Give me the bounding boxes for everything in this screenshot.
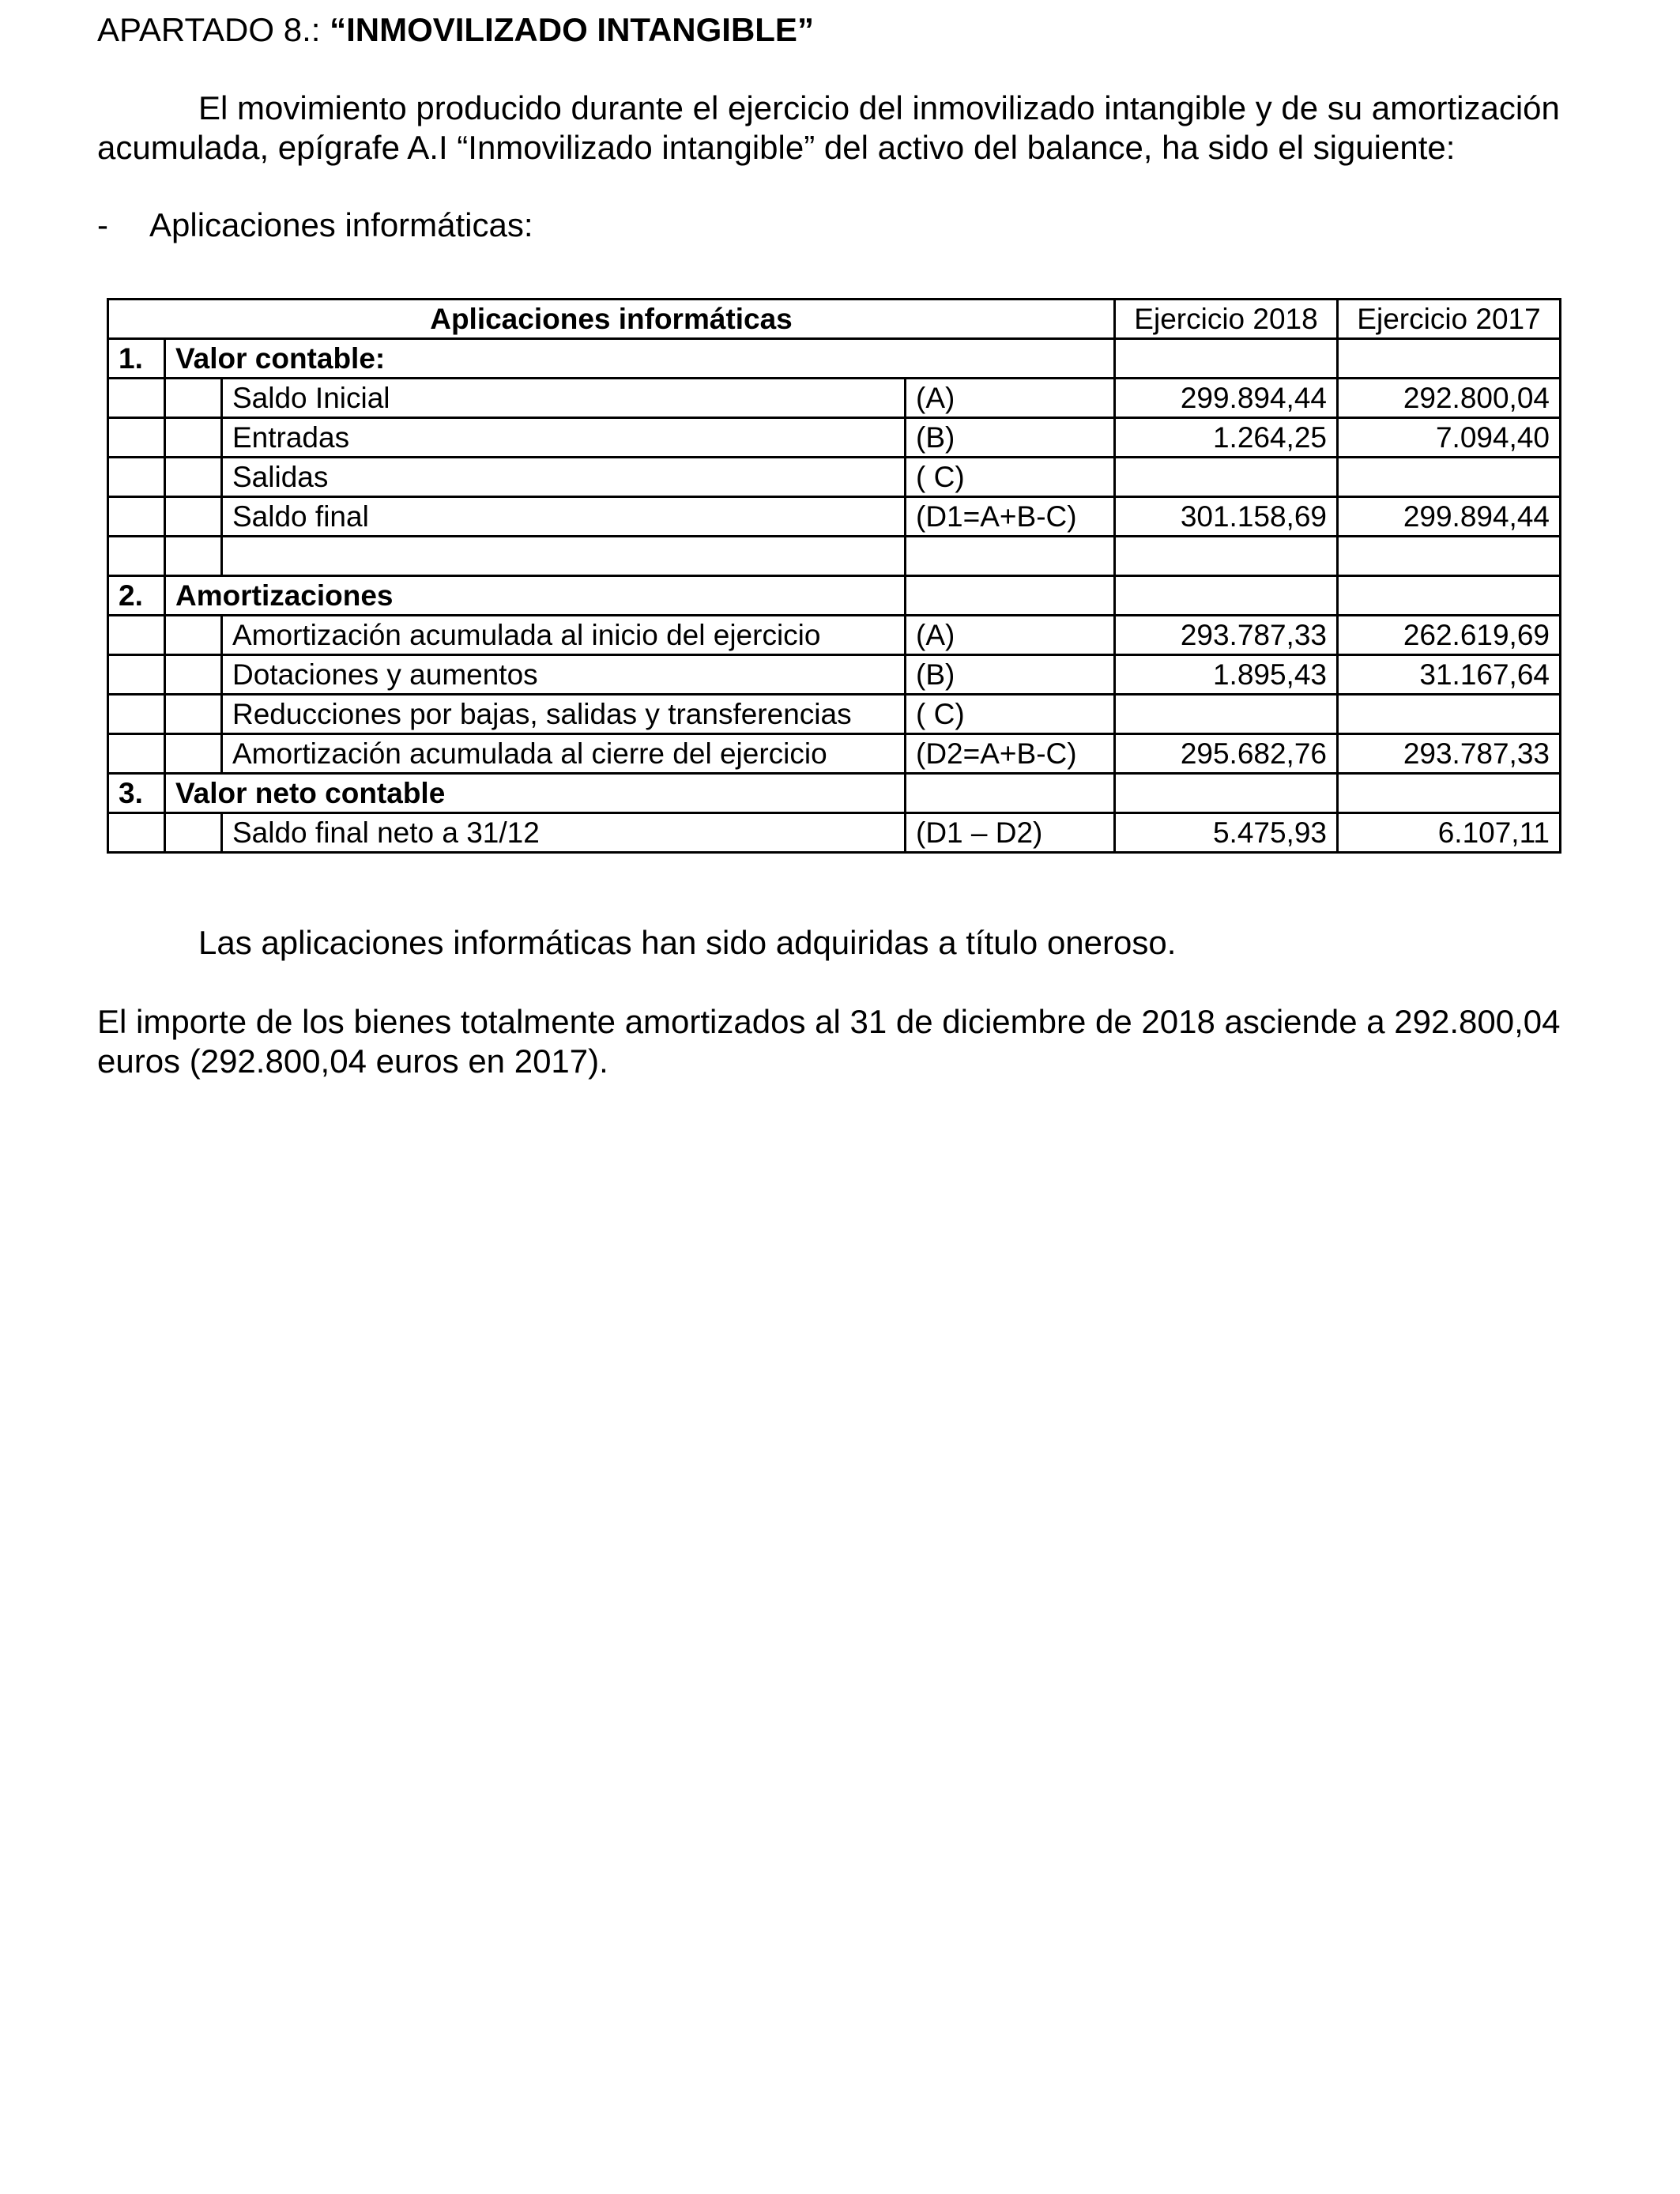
intro-line-1: El movimiento producido durante el ejercicio del inmovilizado intangible y de su amortización — [198, 89, 1560, 126]
section-heading — [97, 9, 814, 51]
note-line-2: euros (292.800,04 euros en 2017). — [97, 1042, 608, 1080]
value-2018 — [1115, 695, 1338, 734]
heading-prefix: APARTADO 8.: — [97, 11, 330, 48]
row-code: ( C) — [906, 695, 1115, 734]
value-2018 — [1115, 458, 1338, 497]
empty-cell — [906, 774, 1115, 813]
empty-cell — [165, 497, 222, 537]
empty-cell — [906, 537, 1115, 576]
acquisition-note: Las aplicaciones informáticas han sido adquiridas a título oneroso. — [198, 924, 1177, 961]
empty-cell — [108, 813, 165, 853]
empty-cell — [108, 616, 165, 655]
empty-cell — [108, 695, 165, 734]
empty-cell — [165, 537, 222, 576]
table-row — [108, 813, 1561, 853]
row-code: (B) — [906, 655, 1115, 695]
value-2018: 1.895,43 — [1115, 655, 1338, 695]
value-2018: 1.264,25 — [1115, 418, 1338, 458]
table-row — [108, 695, 1561, 734]
row-code: (D2=A+B-C) — [906, 734, 1115, 774]
row-code: (A) — [906, 379, 1115, 418]
empty-cell — [108, 497, 165, 537]
value-2017: 31.167,64 — [1338, 655, 1561, 695]
bullet-dash: - — [97, 206, 108, 243]
value-2017: 7.094,40 — [1338, 418, 1561, 458]
section-row-amortizaciones — [108, 576, 1561, 616]
table-header-row — [108, 300, 1561, 339]
empty-cell — [1338, 576, 1561, 616]
intro-paragraph — [97, 89, 1599, 168]
amortized-assets-note — [97, 1002, 1561, 1081]
intro-line-2: acumulada, epígrafe A.I “Inmovilizado intangible” del activo del balance, ha sido el siguiente: — [97, 129, 1456, 166]
section-number: 3. — [108, 774, 165, 813]
column-header-2017: Ejercicio 2017 — [1338, 300, 1561, 339]
table-row — [108, 616, 1561, 655]
row-label: Saldo Inicial — [222, 379, 906, 418]
empty-cell — [1338, 774, 1561, 813]
section-row-valor-neto — [108, 774, 1561, 813]
value-2018: 301.158,69 — [1115, 497, 1338, 537]
value-2017: 299.894,44 — [1338, 497, 1561, 537]
value-2018: 295.682,76 — [1115, 734, 1338, 774]
empty-cell — [108, 418, 165, 458]
row-code: (D1 – D2) — [906, 813, 1115, 853]
row-label: Amortización acumulada al cierre del ejercicio — [222, 734, 906, 774]
empty-cell — [1115, 576, 1338, 616]
empty-cell — [108, 734, 165, 774]
section-row-valor-contable — [108, 339, 1561, 379]
value-2017: 293.787,33 — [1338, 734, 1561, 774]
row-label: Dotaciones y aumentos — [222, 655, 906, 695]
section-number: 1. — [108, 339, 165, 379]
empty-cell — [1115, 774, 1338, 813]
empty-cell — [222, 537, 906, 576]
value-2017 — [1338, 695, 1561, 734]
table-row — [108, 379, 1561, 418]
row-label: Amortización acumulada al inicio del ejercicio — [222, 616, 906, 655]
empty-cell — [165, 813, 222, 853]
bullet-item — [97, 205, 533, 246]
value-2018: 5.475,93 — [1115, 813, 1338, 853]
intangible-assets-table — [107, 298, 1561, 854]
row-code: (A) — [906, 616, 1115, 655]
empty-cell — [108, 655, 165, 695]
note-line-1: El importe de los bienes totalmente amortizados al 31 de diciembre de 2018 asciende a 292.800,04 — [97, 1003, 1561, 1040]
empty-cell — [1115, 339, 1338, 379]
section-label: Valor neto contable — [165, 774, 906, 813]
empty-cell — [165, 655, 222, 695]
value-2017: 262.619,69 — [1338, 616, 1561, 655]
value-2017: 292.800,04 — [1338, 379, 1561, 418]
empty-cell — [165, 418, 222, 458]
section-number: 2. — [108, 576, 165, 616]
row-code: ( C) — [906, 458, 1115, 497]
empty-cell — [1338, 339, 1561, 379]
value-2018: 293.787,33 — [1115, 616, 1338, 655]
table-row — [108, 418, 1561, 458]
row-label: Salidas — [222, 458, 906, 497]
empty-cell — [108, 537, 165, 576]
row-code: (B) — [906, 418, 1115, 458]
value-2017 — [1338, 458, 1561, 497]
empty-cell — [108, 379, 165, 418]
row-label: Saldo final — [222, 497, 906, 537]
row-label: Entradas — [222, 418, 906, 458]
heading-title: “INMOVILIZADO INTANGIBLE” — [330, 11, 814, 48]
table-row — [108, 734, 1561, 774]
value-2018: 299.894,44 — [1115, 379, 1338, 418]
empty-cell — [165, 695, 222, 734]
empty-cell — [1338, 537, 1561, 576]
column-header-2018: Ejercicio 2018 — [1115, 300, 1338, 339]
section-label: Valor contable: — [165, 339, 1115, 379]
empty-cell — [165, 734, 222, 774]
table-row — [108, 458, 1561, 497]
empty-cell — [165, 379, 222, 418]
bullet-text: Aplicaciones informáticas: — [149, 206, 533, 243]
table-row — [108, 655, 1561, 695]
empty-cell — [1115, 537, 1338, 576]
section-label: Amortizaciones — [165, 576, 906, 616]
row-code: (D1=A+B-C) — [906, 497, 1115, 537]
value-2017: 6.107,11 — [1338, 813, 1561, 853]
empty-cell — [906, 576, 1115, 616]
empty-cell — [165, 616, 222, 655]
empty-cell — [108, 458, 165, 497]
empty-cell — [165, 458, 222, 497]
table-spacer-row — [108, 537, 1561, 576]
row-label: Saldo final neto a 31/12 — [222, 813, 906, 853]
table-title: Aplicaciones informáticas — [108, 300, 1115, 339]
table-row — [108, 497, 1561, 537]
row-label: Reducciones por bajas, salidas y transferencias — [222, 695, 906, 734]
